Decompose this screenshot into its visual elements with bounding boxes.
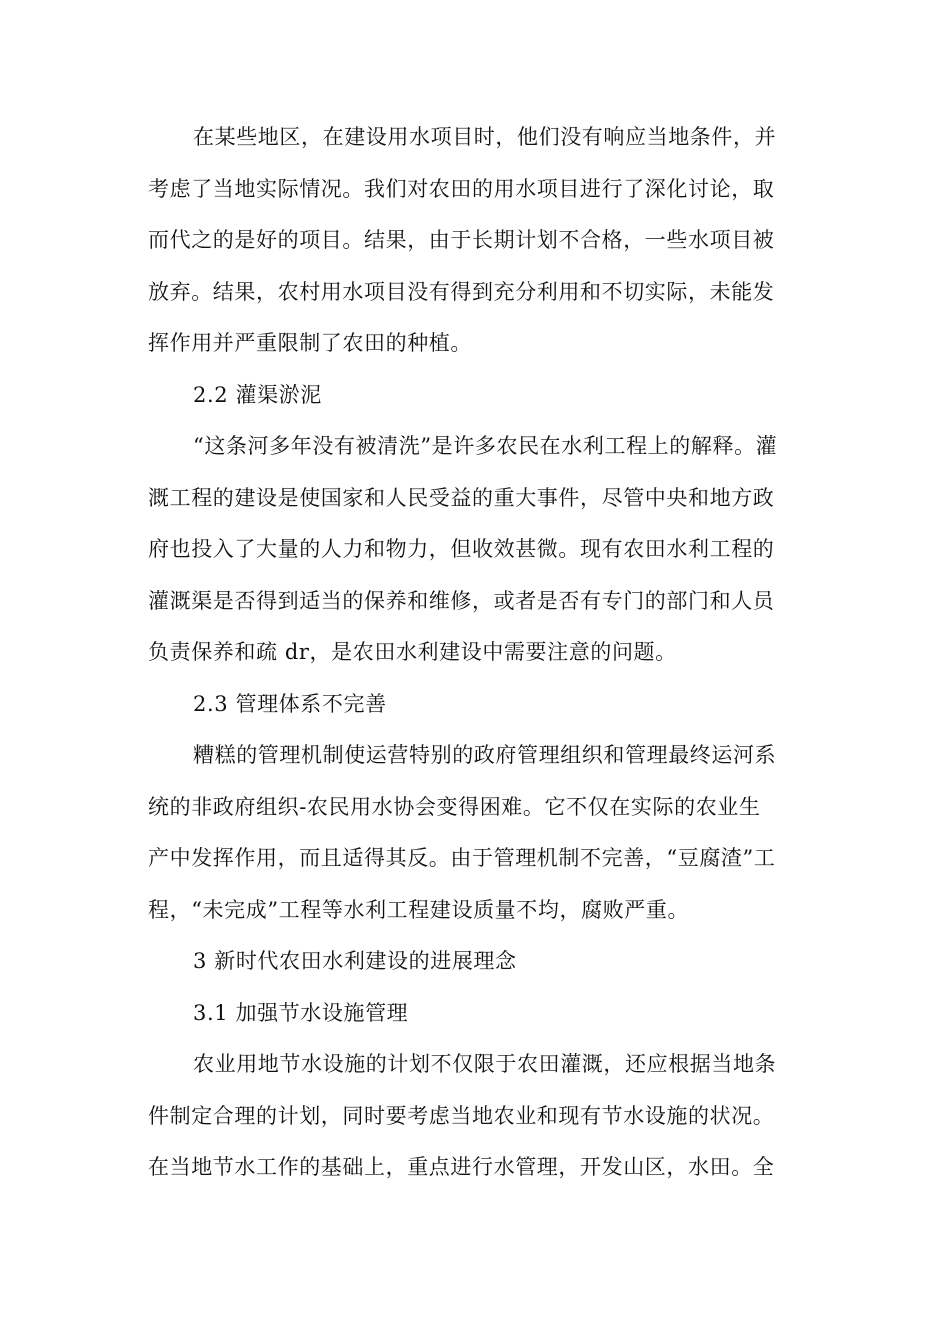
text-line: 糟糕的管理机制使运营特别的政府管理组织和管理最终运河系 [193,743,777,767]
text-line: 在某些地区，在建设用水项目时，他们没有响应当地条件，并 [193,125,777,149]
text-line: 产中发挥作用，而且适得其反。由于管理机制不完善，“豆腐渣”工 [148,846,776,870]
text-line: 在当地节水工作的基础上，重点进行水管理，开发山区，水田。全 [148,1155,775,1179]
text-line: 农业用地节水设施的计划不仅限于农田灌溉，还应根据当地条 [193,1052,777,1076]
text-line: 放弃。结果，农村用水项目没有得到充分利用和不切实际，未能发 [148,279,775,304]
text-line: 府也投入了大量的人力和物力，但收效甚微。现有农田水利工程的 [148,537,775,561]
section-heading-3-1: 3.1 加强节水设施管理 [193,1000,409,1025]
text-line: 件制定合理的计划，同时要考虑当地农业和现有节水设施的状况。 [148,1103,775,1128]
section-heading-2-3: 2.3 管理体系不完善 [193,691,387,716]
document-body [148,112,800,1194]
text-line: 负责保养和疏 dr，是农田水利建设中需要注意的问题。 [148,640,677,664]
text-line: 程，“未完成”工程等水利工程建设质量不均，腐败严重。 [148,897,690,922]
text-line: 而代之的是好的项目。结果，由于长期计划不合格，一些水项目被 [148,228,775,252]
section-heading-2-2: 2.2 灌渠淤泥 [193,382,322,407]
text-line: 挥作用并严重限制了农田的种植。 [148,331,472,355]
paragraph-water-saving [148,1039,800,1194]
paragraph-management-system [148,730,800,936]
text-line: 溉工程的建设是使国家和人民受益的重大事件，尽管中央和地方政 [148,485,775,510]
text-line: 灌溉渠是否得到适当的保养和维修，或者是否有专门的部门和人员 [148,588,775,613]
paragraph-canal-silt [148,421,800,679]
text-line: 统的非政府组织-农民用水协会变得困难。它不仅在实际的农业生 [148,794,761,819]
text-line: 考虑了当地实际情况。我们对农田的用水项目进行了深化讨论，取 [148,176,775,201]
text-line: “这条河多年没有被清洗”是许多农民在水利工程上的解释。灌 [193,434,778,458]
paragraph-water-projects [148,112,800,370]
section-heading-3: 3 新时代农田水利建设的进展理念 [193,949,517,973]
